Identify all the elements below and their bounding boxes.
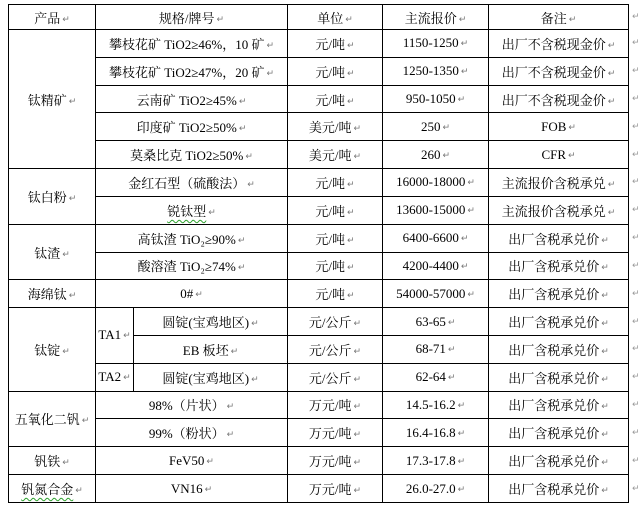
spec-cell: 圆锭(宝鸡地区) ↵ <box>134 308 288 336</box>
unit-cell: 万元/吨 ↵ <box>288 419 383 447</box>
price-cell: 26.0-27.0 ↵ <box>383 475 489 503</box>
table-row <box>9 141 644 169</box>
product-cell-ti-ingot: 钛锭 ↵ <box>9 308 96 391</box>
unit-cell: 元/公斤 ↵ <box>288 308 383 336</box>
price-cell: 16.4-16.8 ↵ <box>383 419 489 447</box>
product-cell-ti-concentrate: 钛精矿 ↵ <box>9 30 96 169</box>
price-cell: 1250-1350 ↵ <box>383 57 489 85</box>
table-row <box>9 30 644 58</box>
spec-cell: 攀枝花矿 TiO2≥46%，10 矿 ↵ <box>96 30 288 58</box>
row-end-mark: ↵ <box>632 94 640 105</box>
row-end-mark: ↵ <box>632 372 640 383</box>
spec-cell: 金红石型（硫酸法） ↵ <box>96 169 288 197</box>
row-end-mark: ↵ <box>632 177 640 188</box>
header-product: 产品 ↵ <box>9 5 96 30</box>
unit-cell: 元/吨 ↵ <box>288 224 383 252</box>
note-cell: 出厂含税承兑价 ↵ <box>489 308 629 336</box>
row-end-mark: ↵ <box>632 455 640 466</box>
spec-cell: FeV50 ↵ <box>96 447 288 475</box>
row-end-mark: ↵ <box>632 483 640 494</box>
note-cell: 出厂含税承兑价 ↵ <box>489 252 629 280</box>
table-row <box>9 308 644 336</box>
product-cell-fev: 钒铁 ↵ <box>9 447 96 475</box>
product-cell-ti-sponge: 海绵钛 ↵ <box>9 280 96 308</box>
table-row <box>9 252 644 280</box>
price-table <box>8 4 644 503</box>
spec-cell: 98%（片状） ↵ <box>96 391 288 419</box>
price-cell: 260 ↵ <box>383 141 489 169</box>
header-row <box>9 5 644 30</box>
product-cell-v2o5: 五氧化二钒 ↵ <box>9 391 96 447</box>
note-cell: 出厂含税承兑价 ↵ <box>489 391 629 419</box>
price-cell: 4200-4400 ↵ <box>383 252 489 280</box>
note-cell: 出厂含税承兑价 ↵ <box>489 280 629 308</box>
table-row <box>9 280 644 308</box>
row-end-mark: ↵ <box>632 344 640 355</box>
row-end-mark: ↵ <box>632 66 640 77</box>
spec-cell: 锐钛型 ↵ <box>96 196 288 224</box>
unit-cell: 元/吨 ↵ <box>288 196 383 224</box>
note-cell: 出厂含税承兑价 ↵ <box>489 224 629 252</box>
row-end-mark: ↵ <box>632 233 640 244</box>
unit-cell: 元/吨 ↵ <box>288 169 383 197</box>
price-cell: 1150-1250 ↵ <box>383 30 489 58</box>
header-price: 主流报价 ↵ <box>383 5 489 30</box>
grade-cell-ta2: TA2 ↵ <box>96 363 134 391</box>
note-cell: 出厂不含税现金价 ↵ <box>489 30 629 58</box>
price-cell: 54000-57000 ↵ <box>383 280 489 308</box>
grade-cell-ta1: TA1 ↵ <box>96 308 134 364</box>
price-cell: 950-1050 ↵ <box>383 85 489 113</box>
note-cell: 出厂含税承兑价 ↵ <box>489 363 629 391</box>
spec-cell: 99%（粉状） ↵ <box>96 419 288 447</box>
table-row <box>9 363 644 391</box>
table-row <box>9 169 644 197</box>
price-cell: 63-65 ↵ <box>383 308 489 336</box>
row-end-mark: ↵ <box>632 260 640 271</box>
unit-cell: 万元/吨 ↵ <box>288 475 383 503</box>
spec-cell: 高钛渣 TiO₂≥90% ↵ <box>96 224 288 252</box>
row-end-mark: ↵ <box>632 205 640 216</box>
row-end-mark: ↵ <box>632 38 640 49</box>
table-row <box>9 475 644 503</box>
price-cell: 62-64 ↵ <box>383 363 489 391</box>
spec-cell: EB 板坯 ↵ <box>134 335 288 363</box>
spec-cell: 攀枝花矿 TiO2≥47%，20 矿 ↵ <box>96 57 288 85</box>
table-row <box>9 85 644 113</box>
note-cell: 出厂含税承兑价 ↵ <box>489 447 629 475</box>
note-cell: 出厂不含税现金价 ↵ <box>489 85 629 113</box>
header-unit: 单位 ↵ <box>288 5 383 30</box>
price-cell: 17.3-17.8 ↵ <box>383 447 489 475</box>
note-cell: 主流报价含税承兑 ↵ <box>489 196 629 224</box>
unit-cell: 元/吨 ↵ <box>288 85 383 113</box>
table-row <box>9 391 644 419</box>
note-cell: FOB ↵ <box>489 113 629 141</box>
price-cell: 250 ↵ <box>383 113 489 141</box>
unit-cell: 美元/吨 ↵ <box>288 113 383 141</box>
unit-cell: 美元/吨 ↵ <box>288 141 383 169</box>
header-note: 备注 ↵ <box>489 5 629 30</box>
price-cell: 6400-6600 ↵ <box>383 224 489 252</box>
row-end-mark: ↵ <box>632 121 640 132</box>
unit-cell: 元/吨 ↵ <box>288 57 383 85</box>
spec-cell: 云南矿 TiO2≥45% ↵ <box>96 85 288 113</box>
table-row <box>9 57 644 85</box>
table-row <box>9 419 644 447</box>
row-end-mark: ↵ <box>632 399 640 410</box>
header-spec: 规格/牌号 ↵ <box>96 5 288 30</box>
note-cell: 出厂含税承兑价 ↵ <box>489 475 629 503</box>
price-cell: 14.5-16.2 ↵ <box>383 391 489 419</box>
unit-cell: 元/吨 ↵ <box>288 280 383 308</box>
row-end-mark: ↵ <box>632 427 640 438</box>
table-row <box>9 113 644 141</box>
row-end-mark: ↵ <box>632 12 640 22</box>
spec-cell: 印度矿 TiO2≥50% ↵ <box>96 113 288 141</box>
product-cell-ti-dioxide: 钛白粉 ↵ <box>9 169 96 225</box>
unit-cell: 元/吨 ↵ <box>288 252 383 280</box>
table-row <box>9 447 644 475</box>
spec-cell: 酸溶渣 TiO₂≥74% ↵ <box>96 252 288 280</box>
row-end-mark: ↵ <box>632 316 640 327</box>
unit-cell: 万元/吨 ↵ <box>288 447 383 475</box>
note-cell: CFR ↵ <box>489 141 629 169</box>
unit-cell: 元/吨 ↵ <box>288 30 383 58</box>
spec-cell: 莫桑比克 TiO2≥50% ↵ <box>96 141 288 169</box>
note-cell: 出厂不含税现金价 ↵ <box>489 57 629 85</box>
unit-cell: 万元/吨 ↵ <box>288 391 383 419</box>
spec-cell: VN16 ↵ <box>96 475 288 503</box>
note-cell: 主流报价含税承兑 ↵ <box>489 169 629 197</box>
note-cell: 出厂含税承兑价 ↵ <box>489 335 629 363</box>
row-end-mark: ↵ <box>632 149 640 160</box>
note-cell: 出厂含税承兑价 ↵ <box>489 419 629 447</box>
row-end-mark: ↵ <box>632 288 640 299</box>
unit-cell: 元/公斤 ↵ <box>288 363 383 391</box>
price-cell: 68-71 ↵ <box>383 335 489 363</box>
spec-cell: 0# ↵ <box>96 280 288 308</box>
price-cell: 13600-15000 ↵ <box>383 196 489 224</box>
product-cell-ti-slag: 钛渣 ↵ <box>9 224 96 280</box>
product-cell-vn-alloy: 钒氮合金 ↵ <box>9 475 96 503</box>
table-row <box>9 196 644 224</box>
unit-cell: 元/公斤 ↵ <box>288 335 383 363</box>
table-row <box>9 224 644 252</box>
price-cell: 16000-18000 ↵ <box>383 169 489 197</box>
spec-cell: 圆锭(宝鸡地区) ↵ <box>134 363 288 391</box>
